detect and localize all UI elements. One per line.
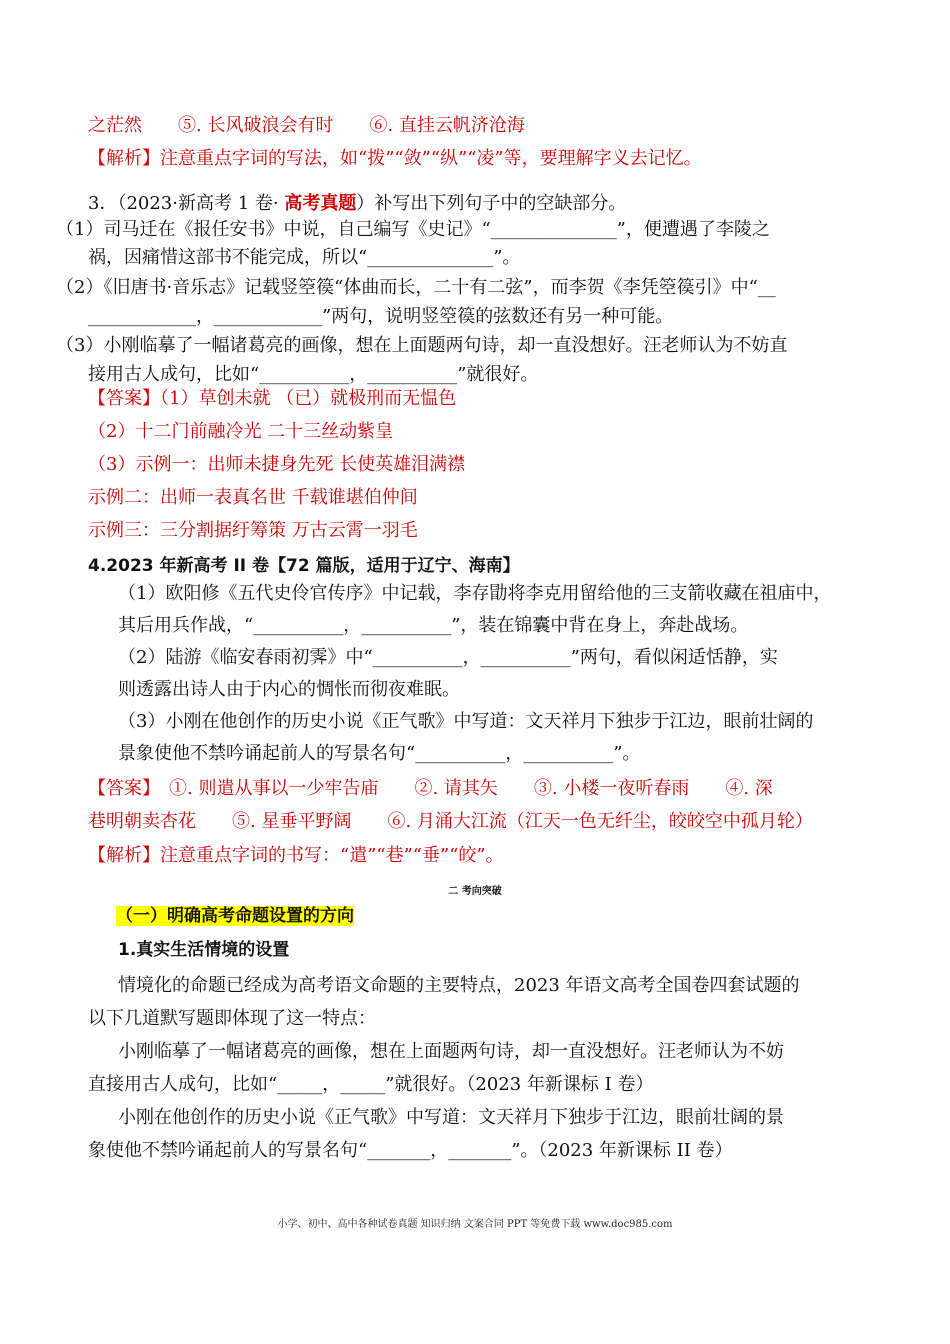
section-2-para1-line2: 以下几道默写题即体现了这一特点：: [88, 1008, 376, 1029]
q3-part2-line1: （2）《旧唐书·音乐志》记载竖箜篌“体曲而长，二十有二弦”，而李贺《李凭箜篌引》中“__: [56, 277, 776, 298]
q3-stem: [88, 192, 626, 216]
q2-analysis: [88, 147, 702, 171]
section-2-para2-line2: 直接用古人成句，比如“_____，_____”就很好。（2023 年新课标 I 卷）: [88, 1074, 654, 1095]
analysis-tag: 【解析】: [88, 148, 160, 169]
q4-part3-line2: 景象使他不禁吟诵起前人的写景名句“__________，__________”。: [118, 743, 641, 764]
q3-answer-1: 【答案】（1）草创未就 （已）就极刑而无愠色: [88, 388, 457, 409]
q3-answer-3: （3）示例一：出师未捷身先死 长使英雄泪满襟: [88, 454, 466, 475]
page-footer: 小学、初中、高中各种试卷真题 知识归纳 文案合同 PPT 等免费下载 www.doc985.com: [277, 1219, 673, 1230]
q3-part3-line1: （3）小刚临摹了一幅诸葛亮的画像，想在上面题两句诗，却一直没想好。汪老师认为不妨直: [56, 335, 788, 356]
q3-answer-5: 示例三：三分割据纡筹策 万古云霄一羽毛: [88, 520, 418, 541]
q4-title: 4.2023 年新高考 II 卷【72 篇版，适用于辽宁、海南】: [88, 556, 520, 576]
analysis-text: 注意重点字词的写法，如“拨”“敛”“纵”“凌”等，要理解字义去记忆。: [160, 148, 702, 169]
q4-analysis-tag: 【解析】: [88, 845, 160, 866]
section-2-para2-line1: 小刚临摹了一幅诸葛亮的画像，想在上面题两句诗，却一直没想好。汪老师认为不妨: [118, 1041, 784, 1062]
q4-part3-line1: （3）小刚在他创作的历史小说《正气歌》中写道：文天祥月下独步于江边，眼前壮阔的: [118, 711, 814, 732]
q3-answer-2: （2）十二门前融冷光 二十三丝动紫皇: [88, 421, 394, 442]
q3-answer-4: 示例二：出师一表真名世 千载谁堪伯仲间: [88, 487, 418, 508]
q4-part1-line2: 其后用兵作战，“__________，__________”，装在锦囊中背在身上，奔赴战场。: [118, 615, 749, 636]
subsection-1-1: 1.真实生活情境的设置: [118, 940, 290, 960]
subsection-1: [116, 904, 354, 928]
q4-answer-line1: 【答案】 ①. 则遣从事以一少牢告庙 ②. 请其矢 ③. 小楼一夜听春雨 ④. 深: [88, 778, 773, 799]
q3-stem-suffix: ）补写出下列句子中的空缺部分。: [356, 193, 627, 214]
q4-answer-line2: 巷明朝卖杏花 ⑤. 星垂平野阔 ⑥. 月涌大江流（江天一色无纤尘，皎皎空中孤月轮）: [88, 811, 813, 832]
section-2-title: 二 考向突破: [448, 886, 502, 897]
q4-analysis: [88, 844, 504, 868]
q3-part3-line2: 接用古人成句，比如“__________，__________”就很好。: [88, 364, 539, 385]
q4-part2-line1: （2）陆游《临安春雨初霁》中“__________，__________”两句，看似闲适恬静，实: [118, 647, 778, 668]
q4-part1-line1: （1）欧阳修《五代史伶官传序》中记载，李存勖将李克用留给他的三支箭收藏在祖庙中，: [118, 583, 832, 604]
q4-analysis-text: 注意重点字词的书写：“遣”“巷”“垂”“皎”。: [160, 845, 504, 866]
section-2-para3-line2: 象使他不禁吟诵起前人的写景名句“_______，_______”。（2023 年新课标 II 卷）: [88, 1140, 733, 1161]
q2-answer-tail: 之茫然 ⑤. 长风破浪会有时 ⑥. 直挂云帆济沧海: [88, 115, 525, 136]
q4-part2-line2: 则透露出诗人由于内心的惆怅而彻夜难眠。: [118, 679, 460, 700]
q3-part2-line2: ____________，____________”两句，说明竖箜篌的弦数还有另一种可能。: [88, 306, 674, 327]
q3-stem-tag: 高考真题: [284, 193, 357, 214]
q3-part1-line1: （1）司马迁在《报任安书》中说，自己编写《史记》“______________”，便遭遇了李陵之: [56, 219, 770, 240]
subsection-1-label: （一）明确高考命题设置的方向: [116, 906, 354, 926]
q3-stem-prefix: 3．（2023·新高考 1 卷·: [88, 193, 285, 214]
section-2-para3-line1: 小刚在他创作的历史小说《正气歌》中写道：文天祥月下独步于江边，眼前壮阔的景: [118, 1107, 784, 1128]
section-2-para1-line1: 情境化的命题已经成为高考语文命题的主要特点，2023 年语文高考全国卷四套试题的: [118, 975, 800, 996]
q3-part1-line2: 祸，因痛惜这部书不能完成，所以“______________”。: [88, 247, 521, 268]
